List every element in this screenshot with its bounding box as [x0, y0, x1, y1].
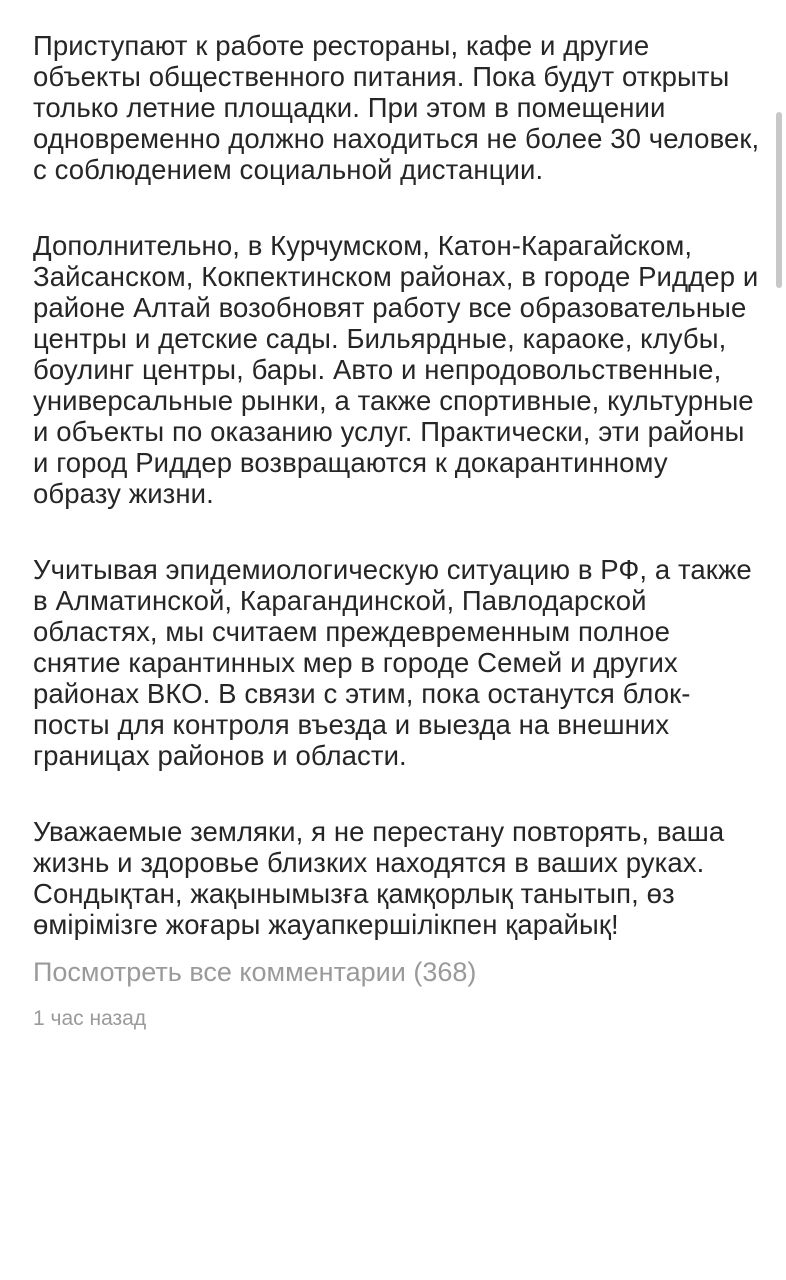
view-all-comments-link[interactable]: Посмотреть все комментарии (368) [33, 957, 477, 987]
post-caption [33, 30, 763, 1032]
caption-paragraph-3: Учитывая эпидемиологическую ситуацию в РФ, а также в Алматинской, Карагандинской, Павлодарской областях, мы считаем преждевременным полное снятие карантинных мер в городе Семей и других районах ВКО. В связи с этим, пока останутся блок-посты для контроля въезда и выезда на внешних границах районов и области. [33, 554, 752, 771]
scrollbar[interactable] [776, 112, 782, 288]
post-timestamp: 1 час назад [33, 1007, 147, 1030]
caption-paragraph-1: Приступают к работе рестораны, кафе и другие объекты общественного питания. Пока будут открыты только летние площадки. При этом в помещении одновременно должно находиться не более 30 человек, с соблюдением социальной дистанции. [33, 30, 760, 185]
caption-paragraph-4: Уважаемые земляки, я не перестану повторять, ваша жизнь и здоровье близких находятся в ваших руках. Сондықтан, жақынымызға қамқорлық танытып, өз өмірімізге жоғары жауапкершілікпен қарайық! [33, 816, 725, 940]
caption-paragraph-2: Дополнительно, в Курчумском, Катон-Карагайском, Зайсанском, Кокпектинском районах, в городе Риддер и районе Алтай возобновят работу все образовательные центры и детские сады. Бильярдные, караоке, клубы, боулинг центры, бары. Авто и непродовольственные, универсальные рынки, а также спортивные, культурные и объекты по оказанию услуг. Практически, эти районы и город Риддер возвращаются к докарантинному образу жизни. [33, 230, 759, 509]
